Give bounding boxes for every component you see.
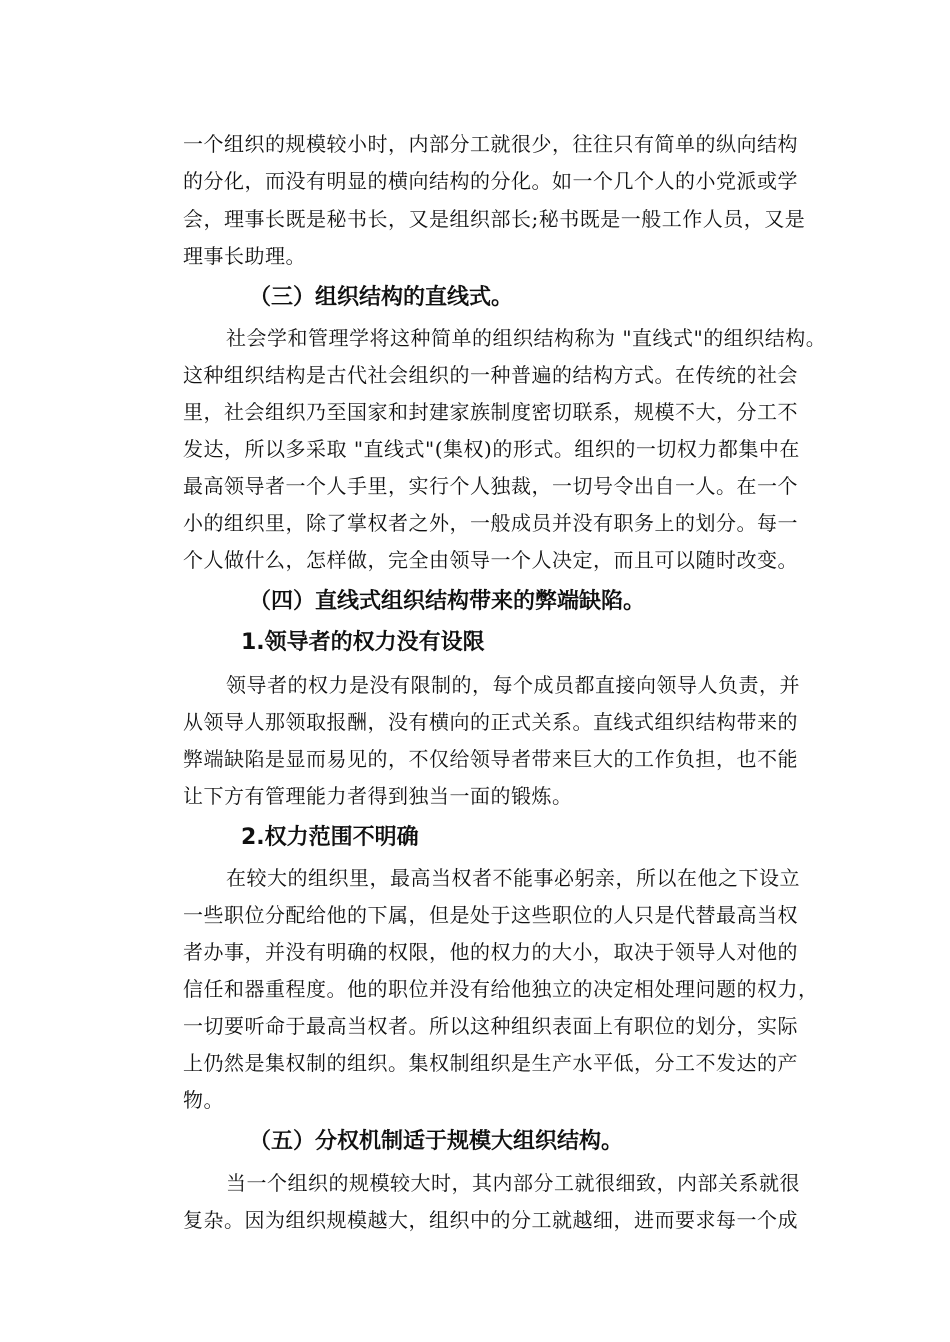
subsection-heading-2: 2.权力范围不明确 [241,825,419,850]
paragraph-line: 信任和器重程度。他的职位并没有给他独立的决定相处理问题的权力， [183,977,819,1001]
paragraph-line: 最高领导者一个人手里，实行个人独裁，一切号令出自一人。在一个 [183,474,798,498]
paragraph-line: 从领导人那领取报酬，没有横向的正式关系。直线式组织结构带来的 [183,710,798,734]
paragraph-line: 会，理事长既是秘书长，又是组织部长;秘书既是一般工作人员，又是 [183,207,806,231]
paragraph-line: 让下方有管理能力者得到独当一面的锻炼。 [183,784,573,808]
paragraph-line: 小的组织里，除了掌权者之外，一般成员并没有职务上的划分。每一 [183,511,798,535]
paragraph-line: 一切要听命于最高当权者。所以这种组织表面上有职位的划分，实际 [183,1014,798,1038]
paragraph-line: 复杂。因为组织规模越大，组织中的分工就越细，进而要求每一个成 [183,1208,798,1232]
subsection-heading-1: 1.领导者的权力没有设限 [241,630,485,655]
paragraph-line: 发达，所以多采取 "直线式"(集权)的形式。组织的一切权力都集中在 [183,437,800,461]
section-heading-3: （三）组织结构的直线式。 [249,285,514,310]
paragraph-line: 里，社会组织乃至国家和封建家族制度密切联系，规模不大，分工不 [183,400,798,424]
paragraph-line: 当一个组织的规模较大时，其内部分工就很细致，内部关系就很 [226,1171,800,1195]
paragraph-line: 一些职位分配给他的下属，但是处于这些职位的人只是代替最高当权 [183,903,798,927]
paragraph-line: 一个组织的规模较小时，内部分工就很少，往往只有简单的纵向结构 [183,132,798,156]
paragraph-line: 在较大的组织里，最高当权者不能事必躬亲，所以在他之下设立 [226,866,800,890]
paragraph-line: 弊端缺陷是显而易见的，不仅给领导者带来巨大的工作负担，也不能 [183,747,798,771]
paragraph-line: 领导者的权力是没有限制的，每个成员都直接向领导人负责，并 [226,673,800,697]
paragraph-line: 物。 [183,1088,224,1112]
section-heading-5: （五）分权机制适于规模大组织结构。 [249,1129,624,1154]
paragraph-line: 上仍然是集权制的组织。集权制组织是生产水平低，分工不发达的产 [183,1051,798,1075]
section-heading-4: （四）直线式组织结构带来的弊端缺陷。 [249,589,646,614]
paragraph-line: 个人做什么，怎样做，完全由领导一个人决定，而且可以随时改变。 [183,548,798,572]
paragraph-line: 理事长助理。 [183,244,306,268]
paragraph-line: 这种组织结构是古代社会组织的一种普遍的结构方式。在传统的社会 [183,363,798,387]
paragraph-line: 社会学和管理学将这种简单的组织结构称为 "直线式"的组织结构。 [226,326,827,350]
paragraph-line: 者办事，并没有明确的权限，他的权力的大小，取决于领导人对他的 [183,940,798,964]
paragraph-line: 的分化，而没有明显的横向结构的分化。如一个几个人的小党派或学 [183,169,798,193]
